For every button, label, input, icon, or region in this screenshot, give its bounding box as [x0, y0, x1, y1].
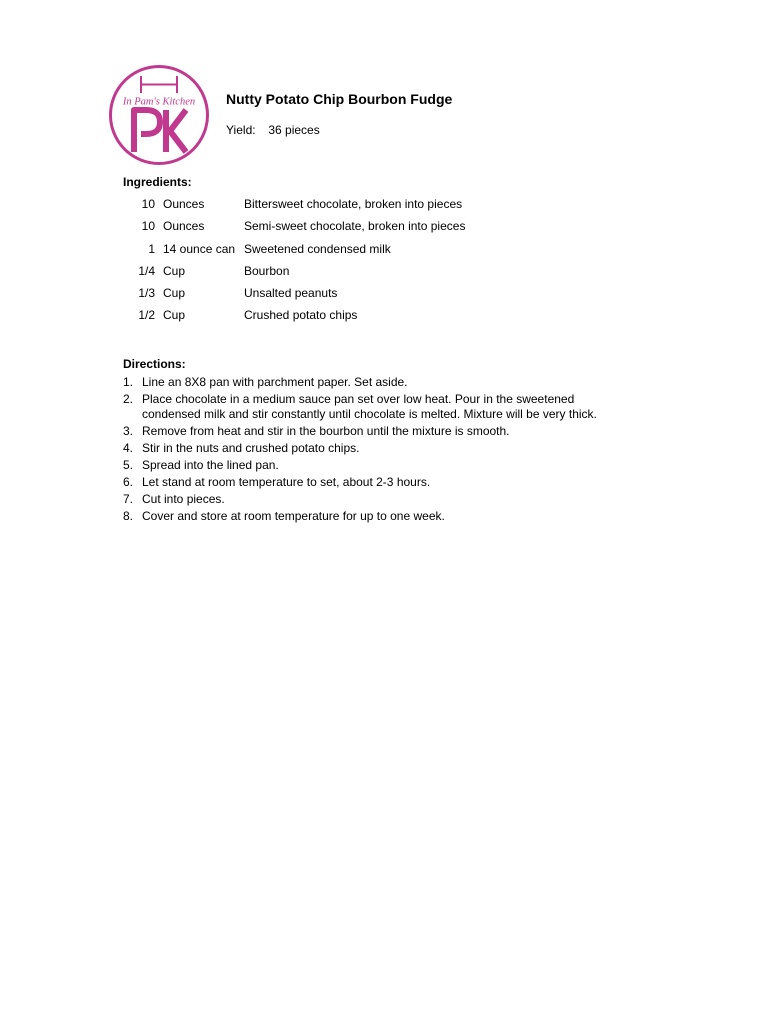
step-text: Spread into the lined pan. — [142, 458, 279, 472]
ingredient-name: Semi-sweet chocolate, broken into pieces — [244, 219, 466, 234]
ingredient-quantity: 1 — [148, 241, 155, 256]
step-text: Let stand at room temperature to set, about 2-3 hours. — [142, 475, 431, 489]
ingredient-name: Crushed potato chips — [244, 308, 358, 323]
ingredient-quantity: 1/4 — [138, 263, 155, 278]
ingredient-unit: Cup — [163, 308, 186, 323]
ingredient-quantity: 1/2 — [138, 308, 155, 323]
yield-value: 36 pieces — [268, 123, 320, 137]
step-number: 2. — [123, 392, 134, 406]
ingredient-row — [123, 304, 603, 326]
step-text: Stir in the nuts and crushed potato chips. — [142, 441, 360, 455]
ingredients-heading: Ingredients: — [123, 175, 192, 189]
step-number: 7. — [123, 492, 134, 506]
direction-step — [123, 424, 613, 439]
ingredient-unit: Ounces — [163, 197, 205, 211]
direction-step — [123, 509, 613, 524]
step-number: 6. — [123, 475, 134, 489]
ingredient-row — [123, 215, 603, 237]
ingredient-row — [123, 282, 603, 304]
step-text: Place chocolate in a medium sauce pan set over low heat. Pour in the sweetened condensed milk and stir constantly until chocolate is melted. Mixture will be very thick. — [142, 392, 597, 421]
direction-step — [123, 475, 613, 490]
ingredient-quantity: 10 — [141, 197, 155, 211]
directions-heading: Directions: — [123, 357, 186, 371]
step-number: 3. — [123, 424, 134, 438]
ingredient-unit: Cup — [163, 286, 186, 301]
ingredient-name: Unsalted peanuts — [244, 286, 338, 301]
step-number: 1. — [123, 375, 134, 389]
step-number: 5. — [123, 458, 134, 472]
ingredient-unit: 14 ounce can — [163, 241, 236, 256]
directions-list — [123, 375, 613, 526]
ingredient-name: Bittersweet chocolate, broken into pieces — [244, 197, 463, 211]
ingredient-unit: Ounces — [163, 219, 205, 234]
ingredient-quantity: 10 — [141, 219, 155, 234]
step-text: Line an 8X8 pan with parchment paper. Set aside. — [142, 375, 408, 389]
recipe-yield — [226, 123, 320, 137]
logo-wordmark: In Pam's Kitchen — [122, 96, 196, 108]
ingredient-quantity: 1/3 — [138, 286, 155, 301]
step-text: Cut into pieces. — [142, 492, 225, 506]
ingredient-row — [123, 260, 603, 282]
step-text: Remove from heat and stir in the bourbon until the mixture is smooth. — [142, 424, 510, 438]
ingredient-name: Sweetened condensed milk — [244, 241, 391, 256]
ingredient-unit: Cup — [163, 263, 186, 278]
direction-step — [123, 392, 613, 422]
ingredient-name: Bourbon — [244, 263, 290, 278]
yield-label: Yield: — [226, 123, 256, 137]
ingredients-list — [123, 193, 603, 327]
step-number: 8. — [123, 509, 134, 523]
step-number: 4. — [123, 441, 134, 455]
direction-step — [123, 492, 613, 507]
in-pams-kitchen-logo — [108, 64, 210, 166]
step-text: Cover and store at room temperature for up to one week. — [142, 509, 445, 523]
direction-step — [123, 441, 613, 456]
recipe-title: Nutty Potato Chip Bourbon Fudge — [226, 91, 453, 107]
direction-step — [123, 375, 613, 390]
ingredient-row — [123, 193, 603, 215]
direction-step — [123, 458, 613, 473]
ingredient-row — [123, 238, 603, 260]
